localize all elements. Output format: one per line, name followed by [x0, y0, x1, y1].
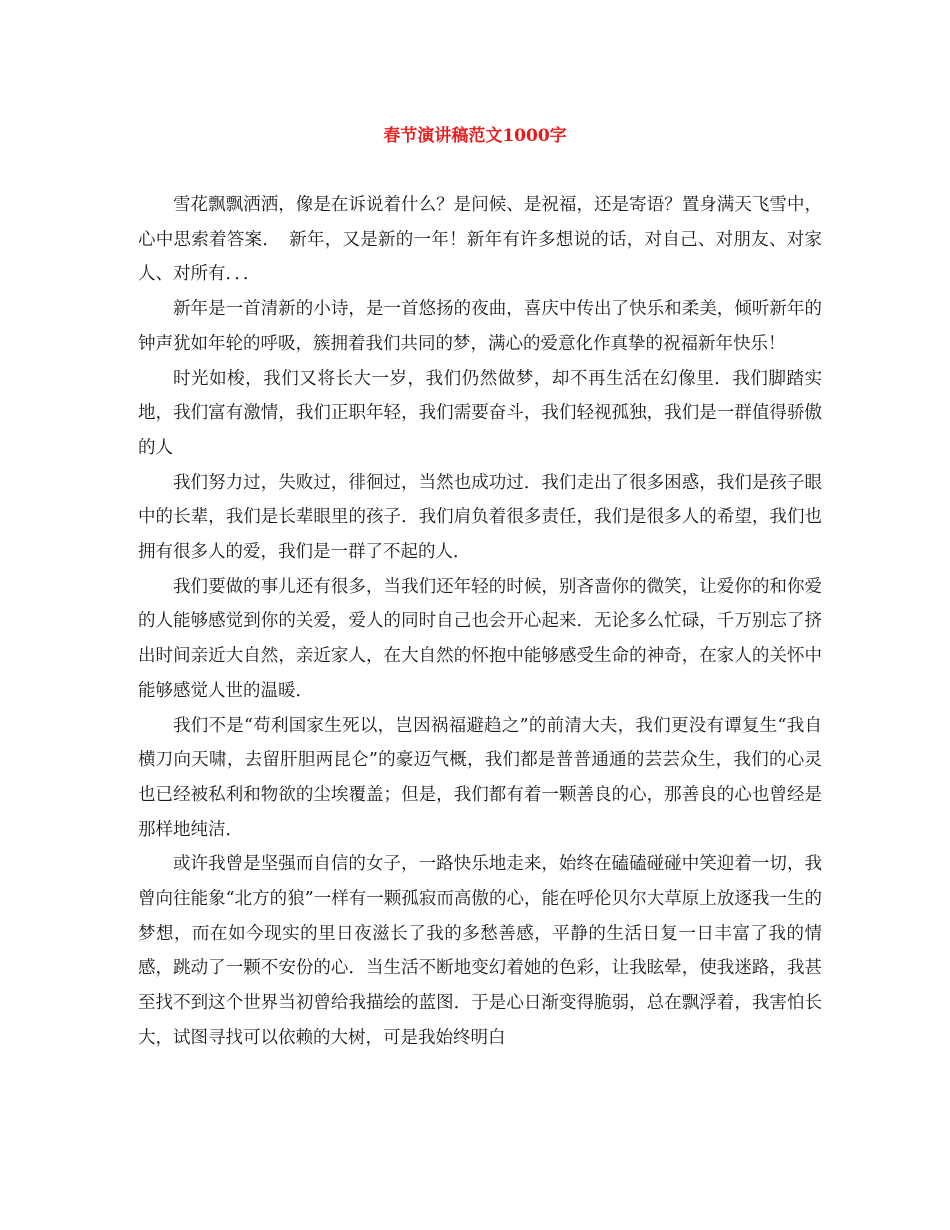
document-title: 春节演讲稿范文1000字 [383, 126, 567, 146]
paragraph-7: 或许我曾是坚强而自信的女子，一路快乐地走来，始终在磕磕碰碰中笑迎着一切，我曾向往能象“北方的狼”一样有一颗孤寂而高傲的心，能在呼伦贝尔大草原上放逐我一生的梦想，而在如今现实的里日夜滋长了我的多愁善感，平静的生活日复一日丰富了我的情感，跳动了一颗不安份的心．当生活不断地变幻着她的色彩，让我眩晕，使我迷路，我甚至找不到这个世界当初曾给我描绘的蓝图．于是心日渐变得脆弱，总在飘浮着，我害怕长大，试图寻找可以依赖的大树，可是我始终明白 [138, 854, 822, 1048]
paragraph-1: 雪花飘飘洒洒，像是在诉说着什么？是问候、是祝福，还是寄语？置身满天飞雪中，心中思索着答案． 新年，又是新的一年！新年有许多想说的话，对自己、对朋友、对家人、对所有．．． [138, 195, 822, 285]
paragraph-6: 我们不是“苟利国家生死以，岂因祸福避趋之”的前清大夫，我们更没有谭复生“我自横刀向天啸，去留肝胆两昆仑”的豪迈气概，我们都是普普通通的芸芸众生，我们的心灵也已经被私利和物欲的尘埃覆盖；但是，我们都有着一颗善良的心，那善良的心也曾经是那样地纯洁． [138, 715, 822, 840]
paragraph-3: 时光如梭，我们又将长大一岁，我们仍然做梦，却不再生活在幻像里．我们脚踏实地，我们富有激情，我们正职年轻，我们需要奋斗，我们轻视孤独，我们是一群值得骄傲的人 [138, 368, 822, 458]
document-body [138, 188, 822, 1056]
paragraph-5: 我们要做的事儿还有很多，当我们还年轻的时候，别吝啬你的微笑，让爱你的和你爱的人能够感觉到你的关爱，爱人的同时自己也会开心起来．无论多么忙碌，千万别忘了挤出时间亲近大自然，亲近家人，在大自然的怀抱中能够感受生命的神奇，在家人的关怀中能够感觉人世的温暖． [138, 576, 822, 701]
paragraph-2: 新年是一首清新的小诗，是一首悠扬的夜曲，喜庆中传出了快乐和柔美，倾听新年的钟声犹如年轮的呼吸，簇拥着我们共同的梦，满心的爱意化作真挚的祝福新年快乐！ [138, 299, 822, 354]
paragraph-4: 我们努力过，失败过，徘徊过，当然也成功过．我们走出了很多困惑，我们是孩子眼中的长辈，我们是长辈眼里的孩子．我们肩负着很多责任，我们是很多人的希望，我们也拥有很多人的爱，我们是一群了不起的人． [138, 472, 822, 563]
